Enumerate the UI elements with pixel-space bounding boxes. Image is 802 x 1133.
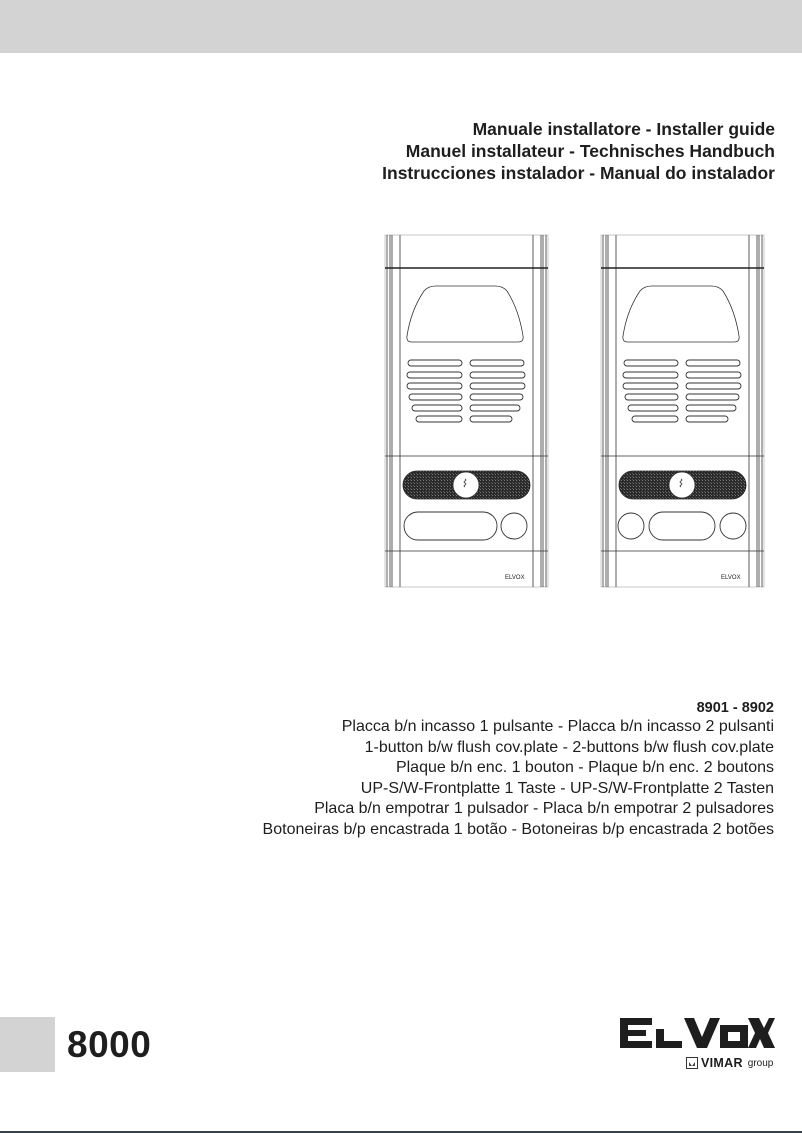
- device-drawing-8902: [600, 234, 766, 595]
- vimar-name: VIMAR: [701, 1056, 743, 1070]
- product-desc-fr: Plaque b/n enc. 1 bouton - Plaque b/n enc. 2 boutons: [395, 759, 774, 776]
- guide-title-fr-de: Manuel installateur - Technisches Handbuch: [405, 141, 775, 161]
- vimar-group-label: group: [747, 1057, 774, 1069]
- product-codes: 8901 - 8902: [696, 700, 774, 716]
- header-band: [0, 0, 802, 53]
- device-drawing-8901: [384, 234, 550, 595]
- series-number: 8000: [67, 1024, 152, 1065]
- guide-title-it-en: Manuale installatore - Installer guide: [472, 119, 775, 139]
- product-desc-pt: Botoneiras b/p encastrada 1 botão - Botoneiras b/p encastrada 2 botões: [262, 820, 774, 838]
- guide-titles: [382, 118, 775, 184]
- product-desc-it: Placca b/n incasso 1 pulsante - Placca b/n incasso 2 pulsanti: [341, 718, 774, 735]
- product-desc-es: Placa b/n empotrar 1 pulsador - Placa b/n empotrar 2 pulsadores: [314, 800, 774, 817]
- vimar-mark-icon: [686, 1057, 698, 1069]
- svg-text:ELVOX: ELVOX: [505, 575, 525, 581]
- vimar-group-logo: [686, 1056, 773, 1070]
- elvox-logo: [620, 1015, 775, 1051]
- guide-title-es-pt: Instrucciones instalador - Manual do instalador: [382, 163, 775, 183]
- product-desc-de: UP-S/W-Frontplatte 1 Taste - UP-S/W-Frontplatte 2 Tasten: [360, 779, 774, 797]
- product-info: [263, 699, 774, 840]
- product-desc-en: 1-button b/w flush cov.plate - 2-buttons b/w flush cov.plate: [364, 738, 774, 756]
- svg-text:ELVOX: ELVOX: [721, 575, 741, 581]
- series-marker-box: [0, 1017, 55, 1072]
